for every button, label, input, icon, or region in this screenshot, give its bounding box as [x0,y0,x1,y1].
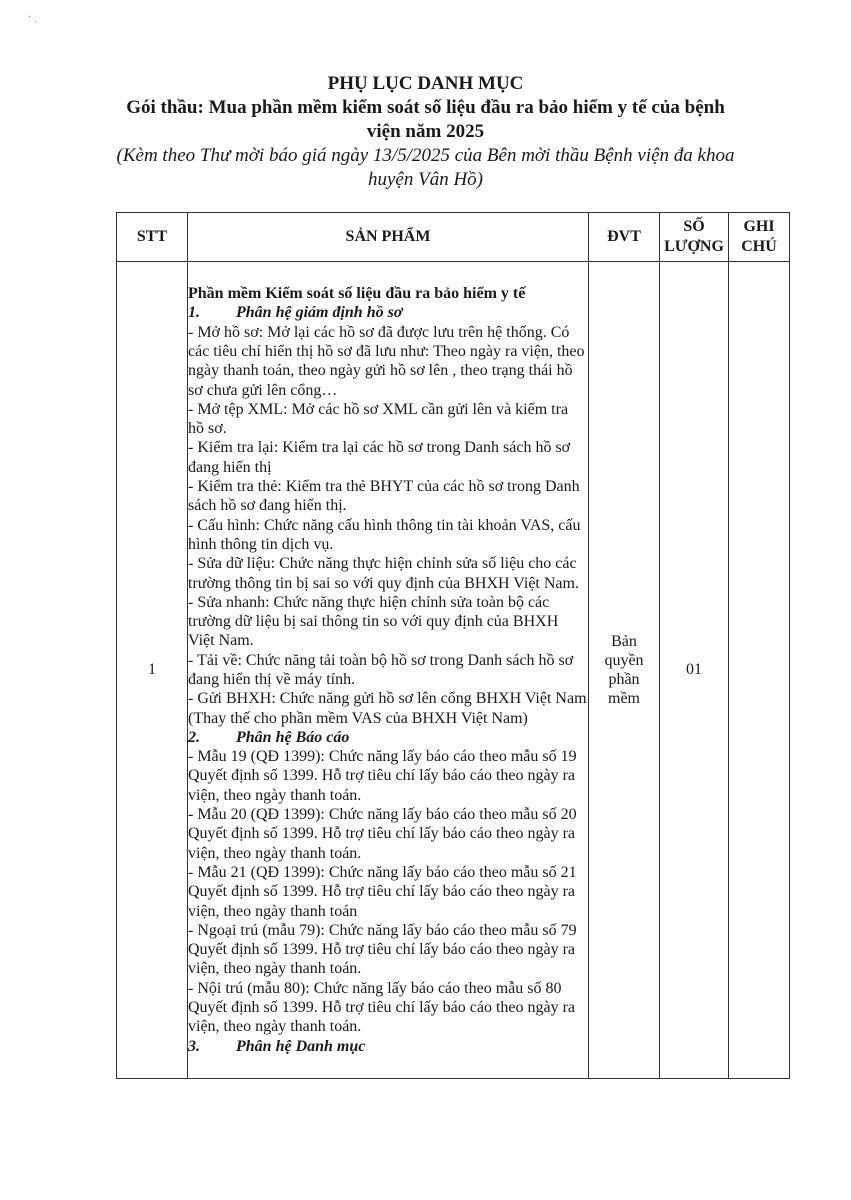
table-header-row [117,213,790,262]
list-item: - Cấu hình: Chức năng cấu hình thông tin tài khoản VAS, cấu hình thông tin dịch vụ. [188,516,581,553]
section-number: 1. [188,304,200,322]
document-subtitle: Gói thầu: Mua phần mềm kiểm soát số liệu đầu ra bảo hiểm y tế của bệnh viện năm 2025 [126,97,725,142]
section-number: 3. [188,1037,200,1055]
row-note [729,262,790,1079]
list-item: - Sửa dữ liệu: Chức năng thực hiện chỉnh sửa số liệu cho các trường thông tin bị sai so với quy định của BHXH Việt Nam. [188,555,579,592]
row-unit [589,262,660,1079]
row-product [188,262,589,1079]
header-note: GHI CHÚ [729,213,790,262]
list-item: - Tải về: Chức năng tải toàn bộ hồ sơ trong Danh sách hồ sơ đang hiển thị về máy tính. [188,651,574,688]
section-number: 2. [188,728,200,746]
document-title: PHỤ LỤC DANH MỤC [327,73,524,94]
list-item: - Ngoại trú (mẫu 79): Chức năng lấy báo cáo theo mẫu số 79 Quyết định số 1399. Hỗ trợ tiêu chí lấy báo cáo theo ngày ra viện, theo ngày thanh toán. [188,921,577,978]
list-item: - Mở tệp XML: Mở các hồ sơ XML cần gửi lên và kiểm tra hồ sơ. [188,400,569,438]
table-row [117,262,790,1079]
section-title: Phân hệ Báo cáo [236,728,350,746]
list-item: - Mẫu 20 (QĐ 1399): Chức năng lấy báo cáo theo mẫu số 20 Quyết định số 1399. Hỗ trợ tiêu chí lấy báo cáo theo ngày ra viện, theo ngày thanh toán. [188,806,577,862]
section-heading [188,728,588,747]
section-heading [188,1037,588,1056]
header-qty: SỐ LƯỢNG [660,213,729,262]
product-sections [188,303,588,1056]
list-item: - Kiểm tra thẻ: Kiểm tra thẻ BHYT của các hồ sơ trong Danh sách hồ sơ đang hiển thị. [188,478,580,515]
list-item: - Mở hồ sơ: Mở lại các hồ sơ đã được lưu trên hệ thống. Có các tiêu chí hiển thị hồ sơ đã lưu như: Theo ngày ra viện, theo ngày thanh toán, theo ngày gửi hồ sơ lên , theo trạng thái hồ sơ chưa gửi lên cổng… [188,323,585,399]
row-stt: 1 [117,262,188,1079]
header-product: SẢN PHẨM [188,213,589,262]
list-item: - Nội trú (mẫu 80): Chức năng lấy báo cáo theo mẫu số 80 Quyết định số 1399. Hỗ trợ tiêu chí lấy báo cáo theo ngày ra viện, theo ngày thanh toán. [188,979,576,1036]
unit-text: Bản quyền phần mềm [604,633,644,707]
product-title: Phần mềm Kiểm soát số liệu đầu ra bảo hiểm y tế [188,285,526,303]
list-item: - Mẫu 21 (QĐ 1399): Chức năng lấy báo cáo theo mẫu số 21 Quyết định số 1399. Hỗ trợ tiêu chí lấy báo cáo theo ngày ra viện, theo ngày thanh toán [188,863,577,920]
row-qty: 01 [660,262,729,1079]
section-title: Phân hệ Danh mục [236,1037,366,1055]
list-item: - Kiểm tra lại: Kiểm tra lại các hồ sơ trong Danh sách hồ sơ đang hiển thị [188,439,571,476]
section-title: Phân hệ giám định hồ sơ [236,304,403,322]
section-heading [188,303,588,322]
scan-specks: · ˏ [28,12,38,23]
header-unit: ĐVT [589,213,660,262]
list-item: - Mẫu 19 (QĐ 1399): Chức năng lấy báo cáo theo mẫu số 19 Quyết định số 1399. Hỗ trợ tiêu chí lấy báo cáo theo ngày ra viện, theo ngày thanh toán. [188,748,577,804]
list-item: - Sửa nhanh: Chức năng thực hiện chỉnh sửa toàn bộ các trường dữ liệu bị sai thông tin so với quy định của BHXH Việt Nam. [188,593,559,650]
product-table [116,212,790,1079]
document-header [0,72,851,192]
document-note: (Kèm theo Thư mời báo giá ngày 13/5/2025 của Bên mời thầu Bệnh viện đa khoa huyện Vân Hồ) [116,145,735,190]
list-item: - Gửi BHXH: Chức năng gửi hồ sơ lên cổng BHXH Việt Nam (Thay thế cho phần mềm VAS của BHXH Việt Nam) [188,690,587,727]
header-stt: STT [117,213,188,262]
